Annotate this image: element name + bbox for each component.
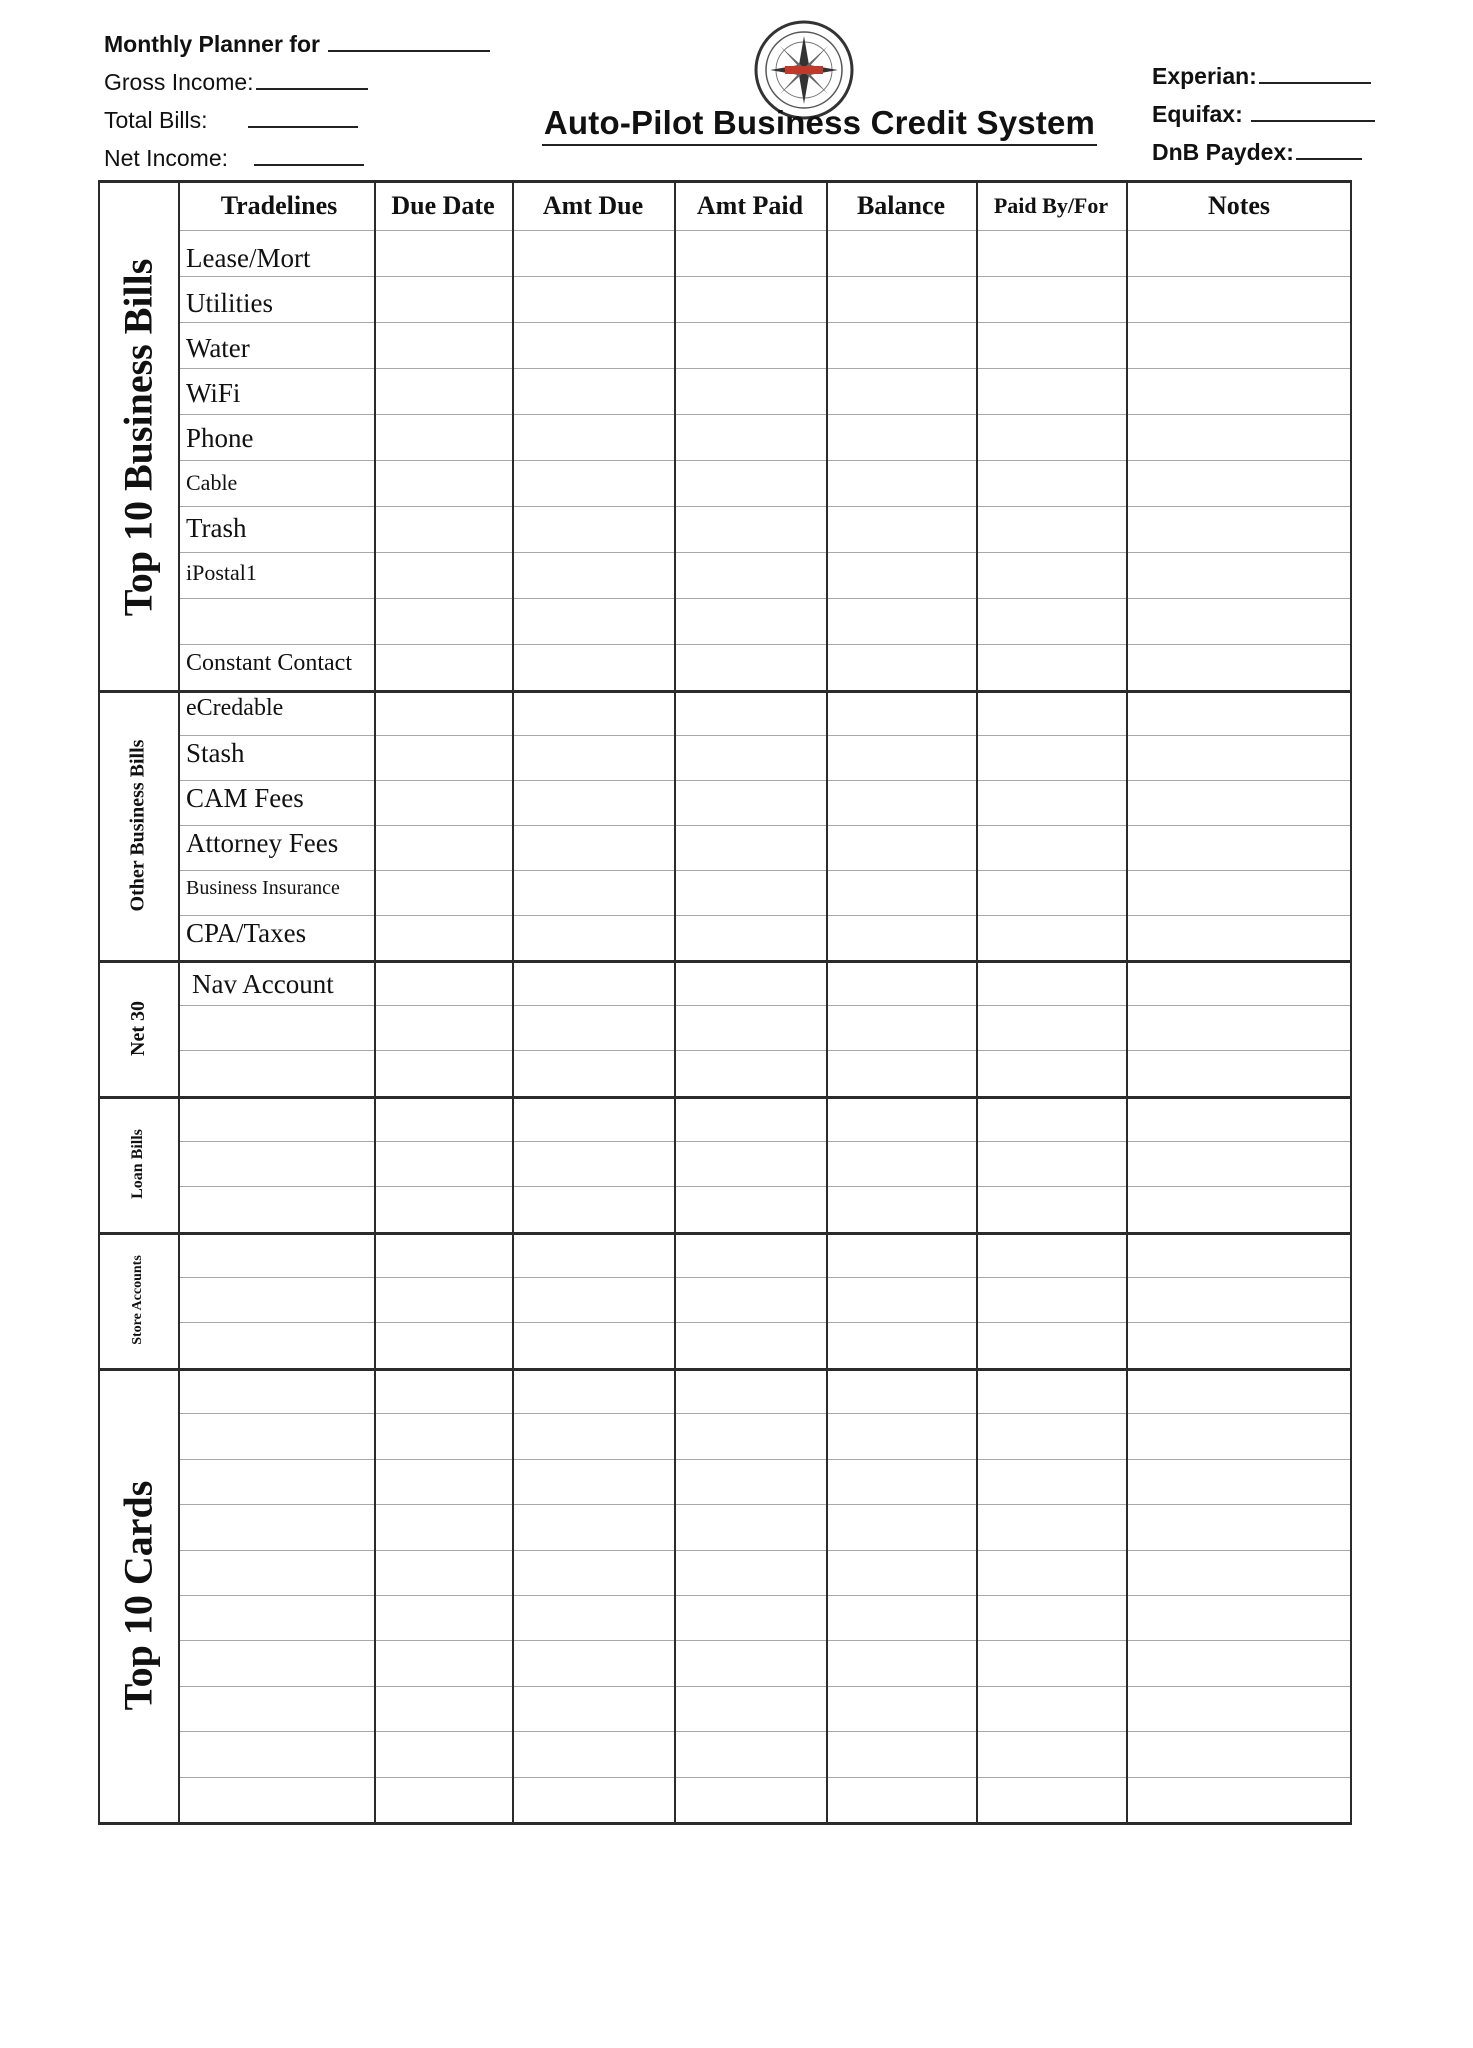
- row-divider: [178, 1459, 1350, 1460]
- section-label-top-10-business-bills: Top 10 Business Bills: [115, 258, 161, 616]
- experian-label: Experian:: [1152, 63, 1257, 89]
- row-label-utilities: Utilities: [186, 287, 273, 318]
- row-divider: [178, 598, 1350, 599]
- row-divider: [178, 230, 1350, 231]
- row-label-cpa-taxes: CPA/Taxes: [186, 917, 307, 948]
- row-divider: [178, 1777, 1350, 1778]
- column-divider: [512, 180, 514, 1824]
- column-header-due-date: Due Date: [391, 191, 495, 220]
- monthly-planner-label: Monthly Planner for: [104, 31, 320, 57]
- column-header-balance: Balance: [856, 191, 946, 220]
- row-label-ipostal1: iPostal1: [186, 560, 257, 585]
- row-divider: [178, 1186, 1350, 1187]
- total-bills-label: Total Bills:: [104, 107, 208, 133]
- row-label-cable: Cable: [186, 470, 238, 495]
- row-label-phone: Phone: [186, 422, 254, 453]
- section-label-net-30: Net 30: [126, 1000, 149, 1056]
- section-divider: [98, 1368, 1352, 1371]
- section-label-loan-bills: Loan Bills: [129, 1129, 146, 1199]
- section-divider: [98, 1232, 1352, 1235]
- row-label-stash: Stash: [186, 737, 245, 768]
- column-divider: [1126, 180, 1128, 1824]
- row-label-attorney-fees: Attorney Fees: [186, 827, 339, 858]
- column-divider: [826, 180, 828, 1824]
- column-divider: [1350, 180, 1352, 1824]
- row-divider: [178, 1595, 1350, 1596]
- row-label-nav-account: Nav Account: [192, 968, 334, 999]
- row-divider: [178, 1050, 1350, 1051]
- row-divider: [178, 1277, 1350, 1278]
- row-label-ecredable: eCredable: [186, 694, 284, 721]
- row-label-wifi: WiFi: [186, 377, 241, 408]
- row-divider: [178, 1550, 1350, 1551]
- section-divider: [98, 1096, 1352, 1099]
- row-label-water: Water: [186, 332, 250, 363]
- section-label-other-business-bills: Other Business Bills: [126, 739, 149, 911]
- section-divider: [98, 1822, 1352, 1825]
- row-divider: [178, 1141, 1350, 1142]
- column-header-notes: Notes: [1207, 191, 1271, 220]
- column-header-amt-due: Amt Due: [542, 191, 644, 220]
- page-title: Auto-Pilot Business Credit System: [542, 104, 1097, 146]
- row-label-cam-fees: CAM Fees: [186, 782, 304, 813]
- column-header-amt-paid: Amt Paid: [696, 191, 804, 220]
- row-label-trash: Trash: [186, 512, 247, 543]
- section-label-top-10-cards: Top 10 Cards: [115, 1480, 161, 1710]
- gross-income-label: Gross Income:: [104, 69, 254, 95]
- row-label-constant-contact: Constant Contact: [186, 649, 352, 676]
- equifax-label: Equifax:: [1152, 101, 1243, 127]
- column-divider: [976, 180, 978, 1824]
- section-label-store-accounts: Store Accounts: [130, 1255, 146, 1345]
- row-divider: [178, 1413, 1350, 1414]
- dnb-paydex-label: DnB Paydex:: [1152, 139, 1294, 165]
- column-header-paid-by-for: Paid By/For: [993, 193, 1109, 218]
- column-divider: [178, 180, 180, 1824]
- row-divider: [178, 1322, 1350, 1323]
- column-divider: [674, 180, 676, 1824]
- row-divider: [178, 1504, 1350, 1505]
- row-divider: [178, 1731, 1350, 1732]
- net-income-label: Net Income:: [104, 145, 228, 171]
- row-divider: [178, 1686, 1350, 1687]
- row-divider: [178, 1640, 1350, 1641]
- row-label-lease-mort: Lease/Mort: [186, 242, 311, 273]
- section-divider: [98, 180, 1352, 183]
- column-header-tradelines: Tradelines: [220, 191, 338, 220]
- row-label-business-insurance: Business Insurance: [186, 876, 340, 899]
